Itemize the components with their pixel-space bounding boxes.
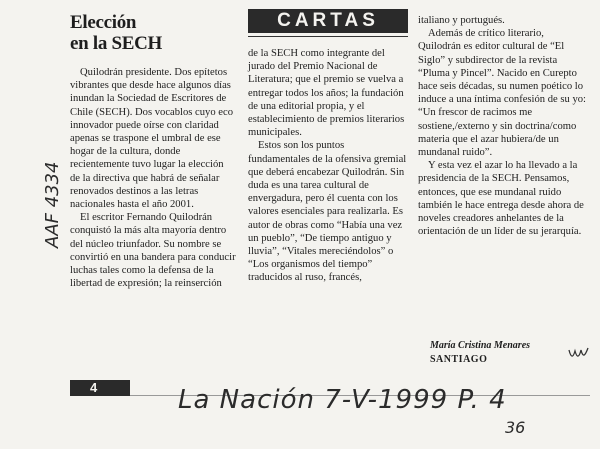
handwritten-number: 36 (505, 418, 526, 437)
section-banner: CARTAS (248, 9, 408, 33)
paragraph: Además de crítico literario, Quilodrán es editor cultural de “El Siglo” y subdirector de la revista “Pluma y Pincel”. Nacido en Curepto hace seis décadas, su numen poético lo induce a una íntima confesión de su yo: “Un frescor de racimos me sostiene,/externo y sin doctrina/como materia que el azar hubiera/de un mundanal ruido”. (418, 28, 586, 159)
page-number: 4 (70, 380, 130, 396)
article-column-1 (70, 66, 236, 290)
paragraph: italiano y portugués. (418, 15, 505, 26)
headline (70, 12, 238, 54)
article-column-2 (248, 47, 408, 285)
paragraph: de la SECH como integrante del jurado del Premio Nacional de Literatura; que el premio se vuelva a entregar todos los años; la fundación de una editorial propia, y el establecimiento de premios literarios municipales. (248, 48, 405, 139)
paragraph: Y esta vez el azar lo ha llevado a la presidencia de la SECH. Pensamos, entonces, que ese mundanal ruido también le hace entrega desde ahora de noveles creadores anhelantes de la orientación de un líder de su jerarquía. (418, 160, 584, 238)
paragraph: Estos son los puntos fundamentales de la ofensiva gremial que deberá encabezar Quilodrán. Sin duda es una tarea cultural de envergadura, pero él cuenta con los valores esenciales para realizarla. Es autor de obras como “Había una vez un pueblo”, “De tiempo antiguo y lluvia”, “Vitales mereciéndolos” o “Los organismos del tiempo” traducidos al ruso, francés, (248, 140, 407, 284)
paragraph: Quilodrán presidente. Dos epítetos vibrantes que desde hace algunos días inundan la Sociedad de Escritores de Chile (SECH). Dos vocablos cuyo eco innovador puede oírse con claridad apenas se traspone el umbral de ese hogar de la cultura, donde recientemente tuvo lugar la elección de la directiva que habrá de señalar renovados destinos a las letras nacionales hasta el año 2001. (70, 67, 233, 211)
signature-name: María Cristina Menares (430, 340, 531, 351)
handwritten-source-date: La Nación 7-V-1999 P. 4 (178, 385, 507, 415)
headline-line-1: Elección (70, 12, 137, 33)
handwritten-archive-code: AAF 4334 (42, 161, 63, 248)
paragraph: El escritor Fernando Quilodrán conquistó la más alta mayoría dentro del núcleo triunfador. Su nombre se convirtió en una bandera para conducir luchas tales como la defensa de la libertad de expresión; la reinserción (70, 212, 236, 290)
banner-rule (248, 36, 408, 37)
signature-place: SANTIAGO (430, 354, 488, 365)
article-column-3 (418, 14, 586, 238)
handwritten-check-mark (567, 346, 591, 360)
headline-line-2: en la SECH (70, 33, 163, 54)
